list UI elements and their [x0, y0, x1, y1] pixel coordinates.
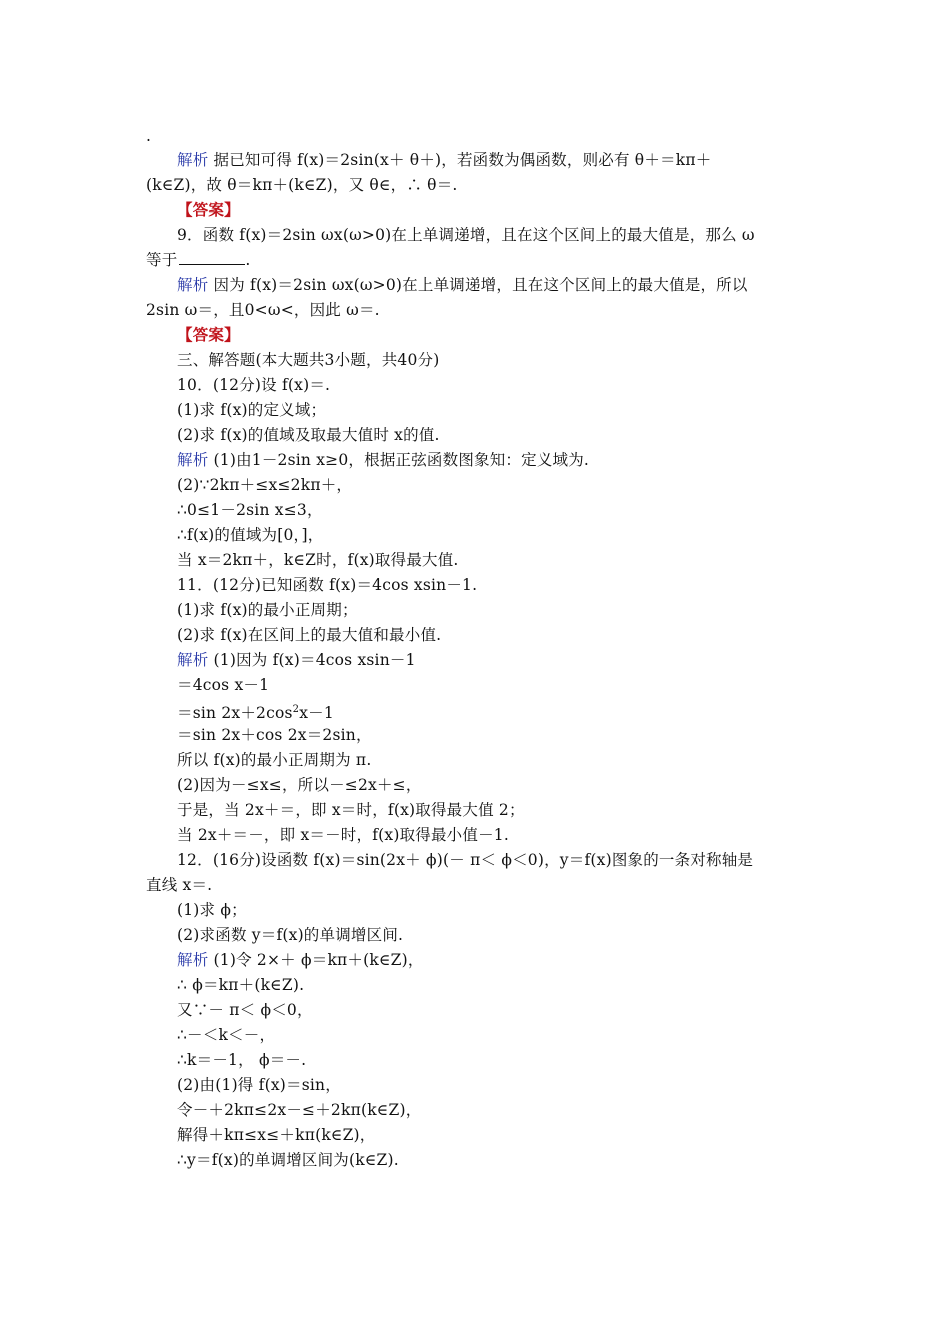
- text-line: 解得＋kπ≤x≤＋kπ(k∈Z)，: [177, 1126, 376, 1144]
- solution-line-12: [177, 950, 424, 970]
- solution-line-11: [177, 650, 416, 670]
- text-line: ∴f(x)的值域为[0，]，: [177, 526, 324, 544]
- text-line: 所以 f(x)的最小正周期为 π.: [177, 751, 372, 769]
- text-line: (2)求 f(x)在区间上的最大值和最小值.: [177, 626, 442, 644]
- text-fragment: ＝sin 2x＋2cos: [177, 704, 293, 723]
- solution-text: 据已知可得 f(x)＝2sin(x＋ θ＋)，若函数为偶函数，则必有 θ＋＝kπ＋: [208, 151, 712, 169]
- solution-text: (1)因为 f(x)＝4cos xsin－1: [208, 651, 416, 669]
- superscript: 2: [292, 704, 300, 715]
- solution-text: (1)由1－2sin x≥0，根据正弦函数图象知：定义域为.: [208, 451, 590, 469]
- text-line: 又∵－ π＜ ϕ＜0，: [177, 1001, 313, 1019]
- text-line: (2)求函数 y＝f(x)的单调增区间.: [177, 926, 404, 944]
- text-line: (2)由(1)得 f(x)＝sin，: [177, 1076, 341, 1094]
- solution-label: 解析: [177, 451, 209, 469]
- text-line: ∴k＝－1， ϕ＝－.: [177, 1051, 307, 1069]
- text-line: 2sin ω＝，且0<ω<，因此 ω＝.: [146, 301, 380, 319]
- text-line: (1)求 f(x)的最小正周期；: [177, 601, 358, 619]
- text-line: 于是，当 2x＋＝，即 x＝时，f(x)取得最大值 2；: [177, 801, 525, 819]
- question-10: 10．(12分)设 f(x)＝.: [177, 376, 331, 394]
- text-line: ＝4cos x－1: [177, 676, 270, 694]
- text-line: ∴ ϕ＝kπ＋(k∈Z).: [177, 976, 305, 994]
- text-fragment: .: [245, 251, 251, 269]
- solution-line-9: [177, 275, 748, 295]
- text-line: ∴y＝f(x)的单调增区间为(k∈Z).: [177, 1151, 399, 1169]
- text-line: (2)∵2kπ＋≤x≤2kπ＋，: [177, 476, 353, 494]
- text-line: ∴0≤1－2sin x≤3，: [177, 501, 323, 519]
- text-line: (2)求 f(x)的值域及取最大值时 x的值.: [177, 426, 440, 444]
- text-line: 令－＋2kπ≤2x－≤＋2kπ(k∈Z)，: [177, 1101, 422, 1119]
- answer-label: 【答案】: [177, 325, 240, 344]
- question-11: 11．(12分)已知函数 f(x)＝4cos xsin－1.: [177, 576, 478, 594]
- text-line: [177, 700, 334, 723]
- solution-label: 解析: [177, 651, 209, 669]
- text-line: 当 2x＋＝－，即 x＝－时，f(x)取得最小值－1.: [177, 826, 509, 844]
- text-line: (k∈Z)，故 θ＝kπ＋(k∈Z)，又 θ∈，∴ θ＝.: [146, 176, 458, 194]
- question-9: 9．函数 f(x)＝2sin ωx(ω>0)在上单调递增，且在这个区间上的最大值是，那么 ω: [177, 226, 755, 244]
- solution-label: 解析: [177, 951, 209, 969]
- stray-dot: .: [146, 127, 152, 145]
- text-fragment: x－1: [299, 704, 334, 723]
- text-line: (2)因为－≤x≤，所以－≤2x＋≤，: [177, 776, 422, 794]
- solution-line-8: [177, 150, 711, 170]
- answer-label: 【答案】: [177, 200, 240, 219]
- section-heading: 三、解答题(本大题共3小题，共40分): [177, 351, 440, 369]
- text-line: ＝sin 2x＋cos 2x＝2sin，: [177, 726, 372, 744]
- text-fragment: 等于: [146, 251, 178, 269]
- solution-label: 解析: [177, 151, 209, 169]
- text-line: 当 x＝2kπ＋，k∈Z时，f(x)取得最大值.: [177, 551, 459, 569]
- text-line: (1)求 ϕ；: [177, 901, 247, 919]
- solution-text: 因为 f(x)＝2sin ωx(ω>0)在上单调递增，且在这个区间上的最大值是，所以: [208, 276, 748, 294]
- text-line: (1)求 f(x)的定义域；: [177, 401, 327, 419]
- question-12: 12．(16分)设函数 f(x)＝sin(2x＋ ϕ)(－ π＜ ϕ＜0)，y＝f(x)图象的一条对称轴是: [177, 851, 754, 869]
- solution-line-10: [177, 450, 589, 470]
- solution-label: 解析: [177, 276, 209, 294]
- text-line: [146, 250, 251, 270]
- answer-blank: [179, 250, 245, 265]
- text-line: 直线 x＝.: [146, 876, 213, 894]
- text-line: ∴－＜k＜－，: [177, 1026, 276, 1044]
- solution-text: (1)令 2×＋ ϕ＝kπ＋(k∈Z)，: [208, 951, 424, 969]
